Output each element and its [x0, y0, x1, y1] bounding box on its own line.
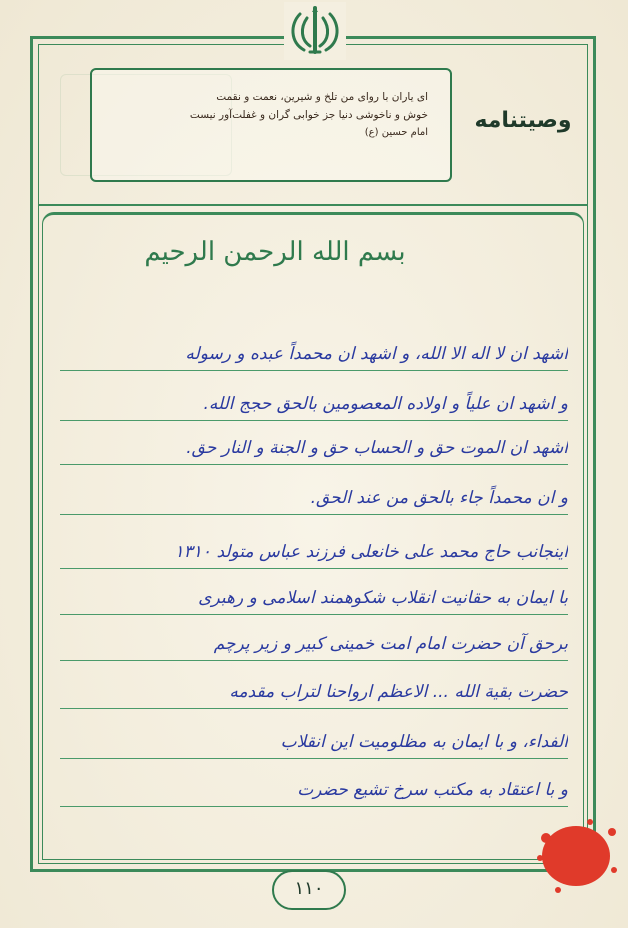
- quote-attribution: امام حسین (ع): [364, 127, 428, 138]
- handwritten-line: اینجانب حاج محمد علی خانعلی فرزند عباس متولد ۱۳۱۰: [174, 542, 568, 562]
- iran-emblem-icon: [284, 2, 346, 60]
- handwritten-line: الفداء، و با ایمان به مظلومیت این انقلاب: [280, 732, 568, 752]
- handwritten-line: با ایمان به حقانیت انقلاب شکوهمند اسلامی و رهبری: [198, 588, 568, 608]
- quote-box: [90, 68, 452, 182]
- handwritten-line: برحق آن حضرت امام امت خمینی کبیر و زیر پرچم: [213, 634, 568, 654]
- handwritten-line: حضرت بقیة الله ... الاعظم ارواحنا لتراب مقدمه: [229, 682, 568, 702]
- page-title: وصیتنامه: [474, 108, 572, 133]
- bismillah-calligraphy: بسم الله الرحمن الرحیم: [144, 237, 406, 267]
- quote-line: خوش و ناخوشی دنیا جز خوابی گران و غفلت‌آور نیست: [189, 109, 428, 121]
- red-stain: [528, 808, 620, 896]
- page-number: ۱۱۰: [272, 870, 346, 910]
- handwritten-line: اشهد ان لا اله الا الله، و اشهد ان محمداً عبده و رسوله: [185, 344, 568, 364]
- handwritten-line: و اشهد ان علیاً و اولاده المعصومین بالحق حجج الله.: [203, 394, 568, 414]
- handwritten-line: اشهد ان الموت حق و الحساب حق و الجنة و النار حق.: [186, 438, 568, 458]
- handwritten-line: و با اعتقاد به مکتب سرخ تشیع حضرت: [297, 780, 568, 800]
- handwritten-line: و ان محمداً جاء بالحق من عند الحق.: [310, 488, 568, 508]
- quote-line: ای یاران با روای من تلخ و شیرین، نعمت و نقمت: [216, 91, 428, 103]
